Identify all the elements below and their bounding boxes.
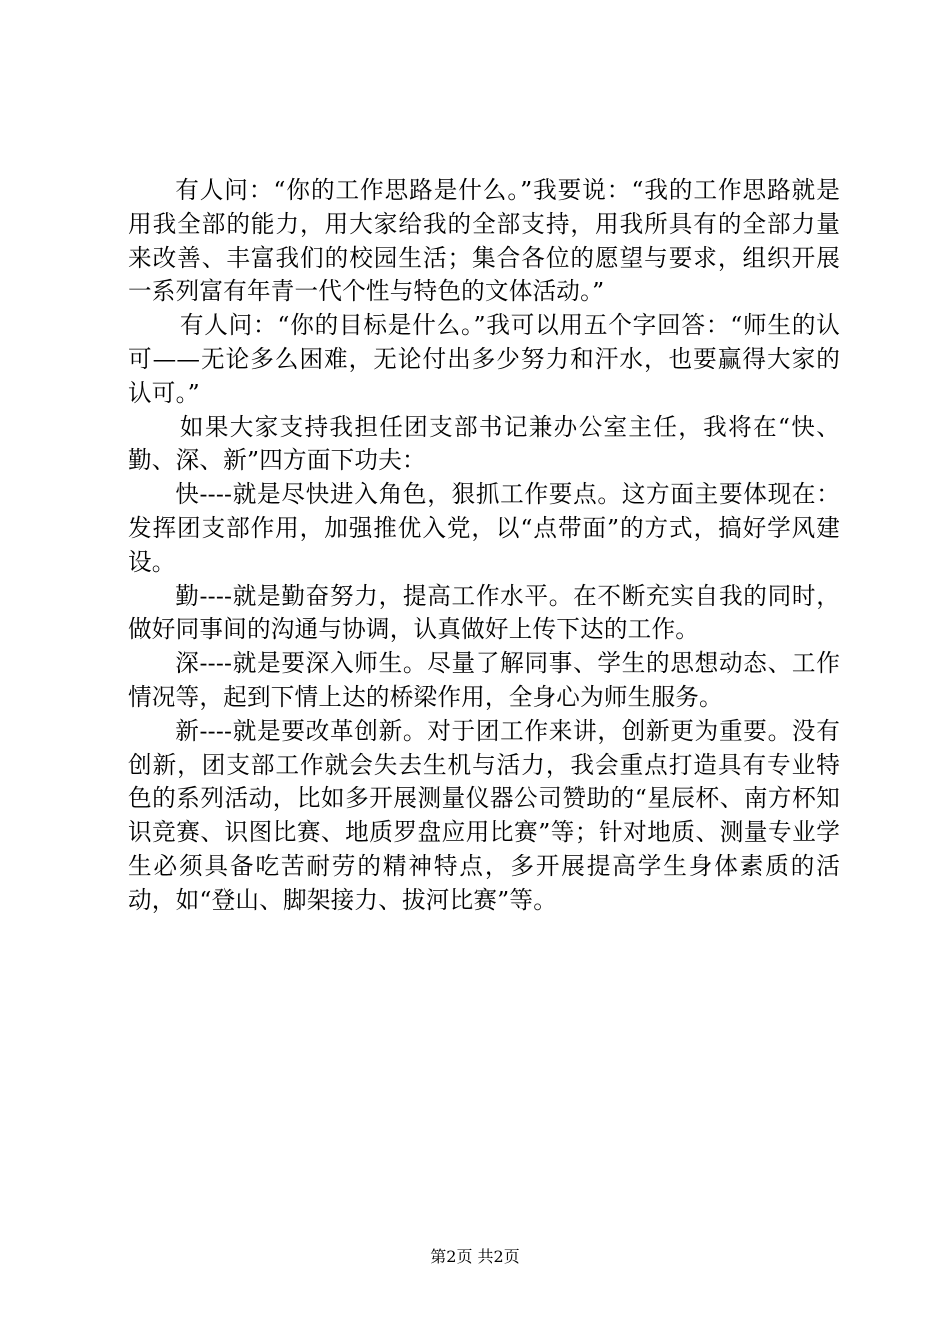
paragraph-fast: 快----就是尽快进入角色，狠抓工作要点。这方面主要体现在：发挥团支部作用，加强推优入党，以“点带面”的方式，搞好学风建设。 bbox=[128, 480, 840, 576]
paragraph-deep: 深----就是要深入师生。尽量了解同事、学生的思想动态、工作情况等，起到下情上达的桥梁作用，全身心为师生服务。 bbox=[128, 649, 840, 711]
paragraph-work-approach: 有人问：“你的工作思路是什么。”我要说：“我的工作思路就是用我全部的能力，用大家给我的全部支持，用我所具有的全部力量来改善、丰富我们的校园生活；集合各位的愿望与要求，组织开展一系列富有年青一代个性与特色的文体活动。” bbox=[128, 176, 840, 306]
document-body bbox=[128, 174, 840, 918]
paragraph-goal: 有人问：“你的目标是什么。”我可以用五个字回答：“师生的认可——无论多么困难，无论付出多少努力和汗水，也要赢得大家的认可。” bbox=[128, 311, 840, 407]
paragraph-new: 新----就是要改革创新。对于团工作来讲，创新更为重要。没有创新，团支部工作就会失去生机与活力，我会重点打造具有专业特色的系列活动，比如多开展测量仪器公司赞助的“星辰杯、南方杯知识竞赛、识图比赛、地质罗盘应用比赛”等；针对地质、测量专业学生必须具备吃苦耐劳的精神特点，多开展提高学生身体素质的活动，如“登山、脚架接力、拔河比赛”等。 bbox=[128, 716, 840, 914]
paragraph-commitment: 如果大家支持我担任团支部书记兼办公室主任，我将在“快、勤、深、新”四方面下功夫： bbox=[128, 412, 840, 475]
paragraph-diligent: 勤----就是勤奋努力，提高工作水平。在不断充实自我的同时，做好同事间的沟通与协调，认真做好上传下达的工作。 bbox=[128, 581, 840, 644]
page-number-footer: 第2页 共2页 bbox=[430, 1247, 520, 1266]
